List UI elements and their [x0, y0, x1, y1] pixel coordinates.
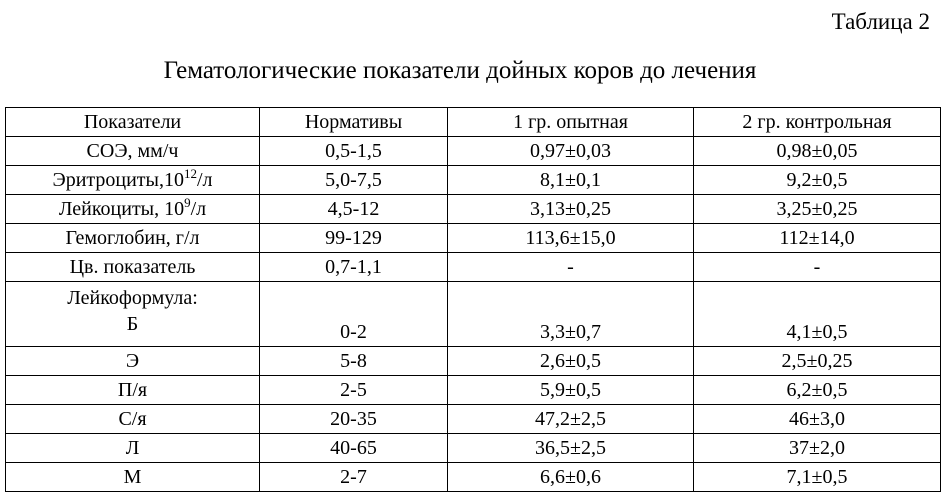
indicator-name: П/я: [6, 376, 260, 405]
document-title: Гематологические показатели дойных коров до лечения: [163, 57, 757, 84]
indicator-name: Цв. показатель: [6, 253, 260, 282]
indicator-name: С/я: [6, 405, 260, 434]
indicator-name-text: Эритроциты,10: [52, 169, 184, 191]
table-row: [6, 195, 941, 224]
indicator-name: Э: [6, 347, 260, 376]
indicator-name: Л: [6, 434, 260, 463]
column-header: Показатели: [6, 108, 260, 137]
indicator-unit: /л: [190, 198, 207, 220]
norm-value: 0-2: [260, 282, 448, 347]
group1-value: 5,9±0,5: [448, 376, 694, 405]
group1-value: 8,1±0,1: [448, 166, 694, 195]
group1-value: 47,2±2,5: [448, 405, 694, 434]
norm-value: 0,7-1,1: [260, 253, 448, 282]
indicator-name: Гемоглобин, г/л: [6, 224, 260, 253]
group1-value: 2,6±0,5: [448, 347, 694, 376]
indicator-exponent: 12: [183, 166, 197, 181]
group1-value: 3,3±0,7: [448, 282, 694, 347]
group2-value: 6,2±0,5: [694, 376, 941, 405]
table-row: [6, 405, 941, 434]
column-header: Нормативы: [260, 108, 448, 137]
norm-value: 2-5: [260, 376, 448, 405]
table-row: [6, 137, 941, 166]
indicator-name: М: [6, 463, 260, 492]
indicator-name: СОЭ, мм/ч: [6, 137, 260, 166]
table-row: [6, 463, 941, 492]
norm-value: 20-35: [260, 405, 448, 434]
leukoformula-group-label: Лейкоформула:: [67, 287, 198, 309]
indicator-unit: /л: [196, 169, 213, 191]
norm-value: 0,5-1,5: [260, 137, 448, 166]
group1-value: 36,5±2,5: [448, 434, 694, 463]
table-header-row: [6, 108, 941, 137]
group1-value: 3,13±0,25: [448, 195, 694, 224]
group2-value: 3,25±0,25: [694, 195, 941, 224]
indicator-exponent: 9: [184, 195, 191, 210]
group2-value: 7,1±0,5: [694, 463, 941, 492]
hematology-table: [5, 107, 941, 492]
table-row: [6, 347, 941, 376]
norm-value: 40-65: [260, 434, 448, 463]
table-row: [6, 376, 941, 405]
table-row: [6, 253, 941, 282]
group2-value: 112±14,0: [694, 224, 941, 253]
indicator-name: [6, 195, 260, 224]
column-header: 1 гр. опытная: [448, 108, 694, 137]
group2-value: 37±2,0: [694, 434, 941, 463]
group2-value: 0,98±0,05: [694, 137, 941, 166]
table-row: [6, 434, 941, 463]
indicator-name: [6, 282, 260, 347]
norm-value: 4,5-12: [260, 195, 448, 224]
norm-value: 2-7: [260, 463, 448, 492]
group1-value: 0,97±0,03: [448, 137, 694, 166]
column-header: 2 гр. контрольная: [694, 108, 941, 137]
table-row: [6, 282, 941, 347]
indicator-name-text: Лейкоциты, 10: [58, 198, 185, 220]
table-label: Таблица 2: [831, 9, 930, 34]
group2-value: 2,5±0,25: [694, 347, 941, 376]
indicator-name-text: Б: [126, 313, 139, 335]
norm-value: 5,0-7,5: [260, 166, 448, 195]
table-row: [6, 224, 941, 253]
norm-value: 5-8: [260, 347, 448, 376]
group2-value: 9,2±0,5: [694, 166, 941, 195]
norm-value: 99-129: [260, 224, 448, 253]
group2-value: 4,1±0,5: [694, 282, 941, 347]
group1-value: -: [448, 253, 694, 282]
group2-value: 46±3,0: [694, 405, 941, 434]
group1-value: 113,6±15,0: [448, 224, 694, 253]
indicator-name: [6, 166, 260, 195]
group2-value: -: [694, 253, 941, 282]
group1-value: 6,6±0,6: [448, 463, 694, 492]
table-row: [6, 166, 941, 195]
